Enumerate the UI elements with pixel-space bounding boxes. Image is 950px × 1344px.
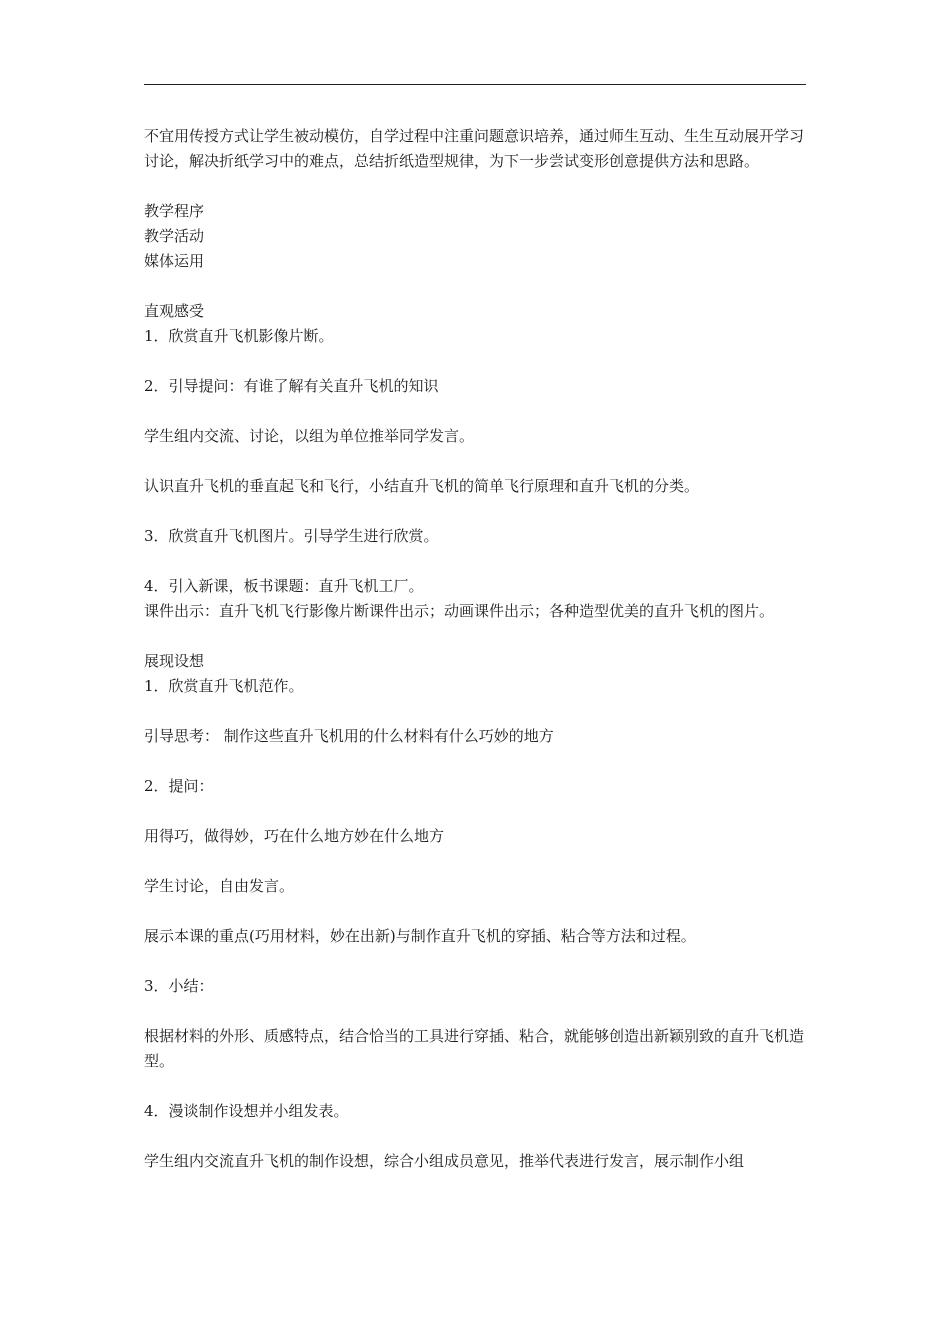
paragraph: 认识直升飞机的垂直起飞和飞行，小结直升飞机的简单飞行原理和直升飞机的分类。	[144, 477, 700, 495]
document-body	[144, 124, 808, 1174]
paragraph: 用得巧，做得妙，巧在什么地方妙在什么地方	[144, 827, 445, 845]
paragraph: 引导思考： 制作这些直升飞机用的什么材料有什么巧妙的地方	[144, 727, 554, 745]
heading-media-use: 媒体运用	[144, 252, 205, 270]
section-heading-intuitive-perception: 直观感受	[144, 302, 205, 320]
list-item: 1．欣赏直升飞机范作。	[144, 677, 304, 695]
list-item: 1．欣赏直升飞机影像片断。	[144, 327, 334, 345]
list-item: 3．小结：	[144, 977, 214, 995]
header-rule	[144, 84, 806, 85]
list-item: 3．欣赏直升飞机图片。引导学生进行欣赏。	[144, 527, 439, 545]
paragraph: 学生组内交流直升飞机的制作设想，综合小组成员意见，推举代表进行发言，展示制作小组	[144, 1152, 745, 1170]
list-item: 4．漫谈制作设想并小组发表。	[144, 1102, 349, 1120]
heading-teaching-activities: 教学活动	[144, 227, 205, 245]
paragraph-intro: 不宜用传授方式让学生被动模仿，自学过程中注重问题意识培养，通过师生互动、生生互动展开学习讨论，解决折纸学习中的难点，总结折纸造型规律，为下一步尝试变形创意提供方法和思路。	[144, 127, 805, 170]
paragraph: 学生组内交流、讨论，以组为单位推举同学发言。	[144, 427, 475, 445]
paragraph: 根据材料的外形、质感特点，结合恰当的工具进行穿插、粘合，就能够创造出新颖别致的直升飞机造型。	[144, 1027, 805, 1070]
list-item: 4．引入新课，板书课题：直升飞机工厂。	[144, 577, 424, 595]
list-item: 2．提问：	[144, 777, 214, 795]
list-item: 2．引导提问：有谁了解有关直升飞机的知识	[144, 377, 439, 395]
paragraph: 展示本课的重点(巧用材料，妙在出新)与制作直升飞机的穿插、粘合等方法和过程。	[144, 927, 696, 945]
paragraph: 学生讨论，自由发言。	[144, 877, 295, 895]
section-heading-present-ideas: 展现设想	[144, 652, 205, 670]
paragraph: 课件出示：直升飞机飞行影像片断课件出示；动画课件出示；各种造型优美的直升飞机的图片。	[144, 602, 775, 620]
heading-teaching-procedure: 教学程序	[144, 202, 205, 220]
